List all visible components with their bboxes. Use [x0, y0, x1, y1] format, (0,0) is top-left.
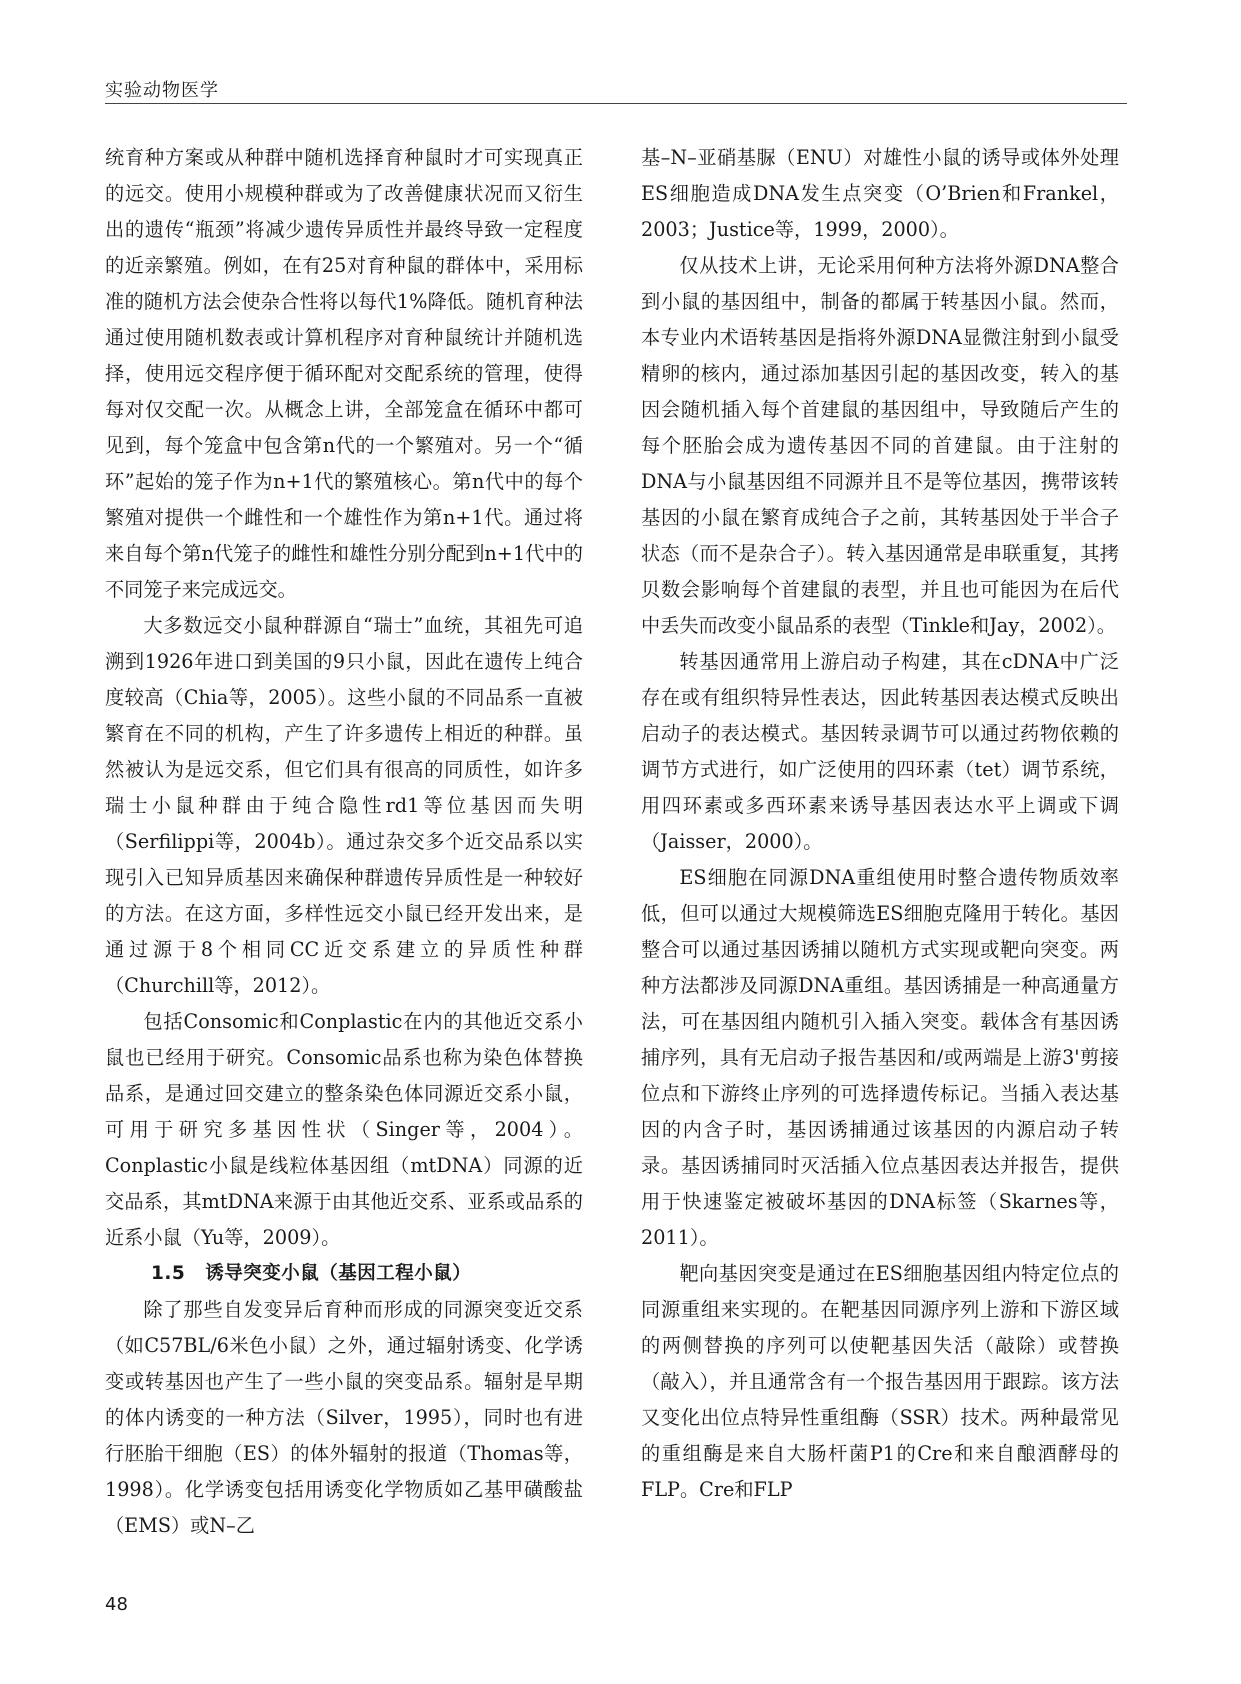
paragraph: 大多数远交小鼠种群源自“瑞士”血统，其祖先可追溯到1926年进口到美国的9只小鼠，因此在遗传上纯合度较高（Chia等，2005）。这些小鼠的不同品系一直被繁育在不同的机构，产生了许多遗传上相近的种群。虽然被认为是远交系，但它们具有很高的同质性，如许多瑞士小鼠种群由于纯合隐性rd1等位基因而失明（Serfilippi等，2004b）。通过杂交多个近交品系以实现引入已知异质基因来确保种群遗传异质性是一种较好的方法。在这方面，多样性远交小鼠已经开发出来，是通过源于8个相同CC近交系建立的异质性种群（Churchill等，2012）。: [105, 614, 583, 997]
running-title: 实验动物医学: [105, 80, 219, 101]
header-rule: [105, 103, 1127, 104]
paragraph: 仅从技术上讲，无论采用何种方法将外源DNA整合到小鼠的基因组中，制备的都属于转基因小鼠。然而，本专业内术语转基因是指将外源DNA显微注射到小鼠受精卵的核内，通过添加基因引起的基因改变，转入的基因会随机插入每个首建鼠的基因组中，导致随后产生的每个胚胎会成为遗传基因不同的首建鼠。由于注射的DNA与小鼠基因组不同源并且不是等位基因，携带该转基因的小鼠在繁育成纯合子之前，其转基因处于半合子状态（而不是杂合子）。转入基因通常是串联重复，其拷贝数会影响每个首建鼠的表型，并且也可能因为在后代中丢失而改变小鼠品系的表型（Tinkle和Jay，2002）。: [641, 254, 1119, 637]
section-heading: [105, 1256, 583, 1292]
paragraph: 转基因通常用上游启动子构建，其在cDNA中广泛存在或有组织特异性表达，因此转基因表达模式反映出启动子的表达模式。基因转录调节可以通过药物依赖的调节方式进行，如广泛使用的四环素（tet）调节系统，用四环素或多西环素来诱导基因表达水平上调或下调（Jaisser，2000）。: [641, 650, 1119, 853]
paragraph: ES细胞在同源DNA重组使用时整合遗传物质效率低，但可以通过大规模筛选ES细胞克隆用于转化。基因整合可以通过基因诱捕以随机方式实现或靶向突变。两种方法都涉及同源DNA重组。基因诱捕是一种高通量方法，可在基因组内随机引入插入突变。载体含有基因诱捕序列，具有无启动子报告基因和/或两端是上游3'剪接位点和下游终止序列的可选择遗传标记。当插入表达基因的内含子时，基因诱捕通过该基因的内源启动子转录。基因诱捕同时灭活插入位点基因表达并报告，提供用于快速鉴定被破坏基因的DNA标签（Skarnes等，2011）。: [641, 866, 1119, 1249]
paragraph: 统育种方案或从种群中随机选择育种鼠时才可实现真正的远交。使用小规模种群或为了改善健康状况而又衍生出的遗传“瓶颈”将减少遗传异质性并最终导致一定程度的近亲繁殖。例如，在有25对育种鼠的群体中，采用标准的随机方法会使杂合性将以每代1%降低。随机育种法通过使用随机数表或计算机程序对育种鼠统计并随机选择，使用远交程序便于循环配对交配系统的管理，使得每对仅交配一次。从概念上讲，全部笼盒在循环中都可见到，每个笼盒中包含第n代的一个繁殖对。另一个“循环”起始的笼子作为n+1代的繁殖核心。第n代中的每个繁殖对提供一个雌性和一个雄性作为第n+1代。通过将来自每个第n代笼子的雌性和雄性分别分配到n+1代中的不同笼子来完成远交。: [105, 146, 583, 601]
paragraph: 基–N–亚硝基脲（ENU）对雄性小鼠的诱导或体外处理ES细胞造成DNA发生点突变（O’Brien和Frankel，2003；Justice等，1999，2000）。: [641, 146, 1119, 241]
paragraph: 靶向基因突变是通过在ES细胞基因组内特定位点的同源重组来实现的。在靶基因同源序列上游和下游区域的两侧替换的序列可以使靶基因失活（敲除）或替换（敲入），并且通常含有一个报告基因用于跟踪。该方法又变化出位点特异性重组酶（SSR）技术。两种最常见的重组酶是来自大肠杆菌P1的Cre和来自酿酒酵母的FLP。Cre和FLP: [641, 1262, 1119, 1501]
section-title: 诱导突变小鼠（基因工程小鼠）: [205, 1263, 472, 1284]
section-number: 1.5: [151, 1263, 186, 1284]
page-number: 48: [105, 1594, 128, 1615]
right-column: [641, 140, 1119, 1508]
paragraph: 包括Consomic和Conplastic在内的其他近交系小鼠也已经用于研究。Consomic品系也称为染色体替换品系，是通过回交建立的整条染色体同源近交系小鼠，可用于研究多基因性状（Singer等，2004）。Conplastic小鼠是线粒体基因组（mtDNA）同源的近交品系，其mtDNA来源于由其他近交系、亚系或品系的近系小鼠（Yu等，2009）。: [105, 1010, 583, 1249]
paragraph: 除了那些自发变异后育种而形成的同源突变近交系（如C57BL/6米色小鼠）之外，通过辐射诱变、化学诱变或转基因也产生了一些小鼠的突变品系。辐射是早期的体内诱变的一种方法（Silver，1995），同时也有进行胚胎干细胞（ES）的体外辐射的报道（Thomas等，1998）。化学诱变包括用诱变化学物质如乙基甲磺酸盐（EMS）或N–乙: [105, 1298, 583, 1537]
left-column: [105, 140, 583, 1544]
